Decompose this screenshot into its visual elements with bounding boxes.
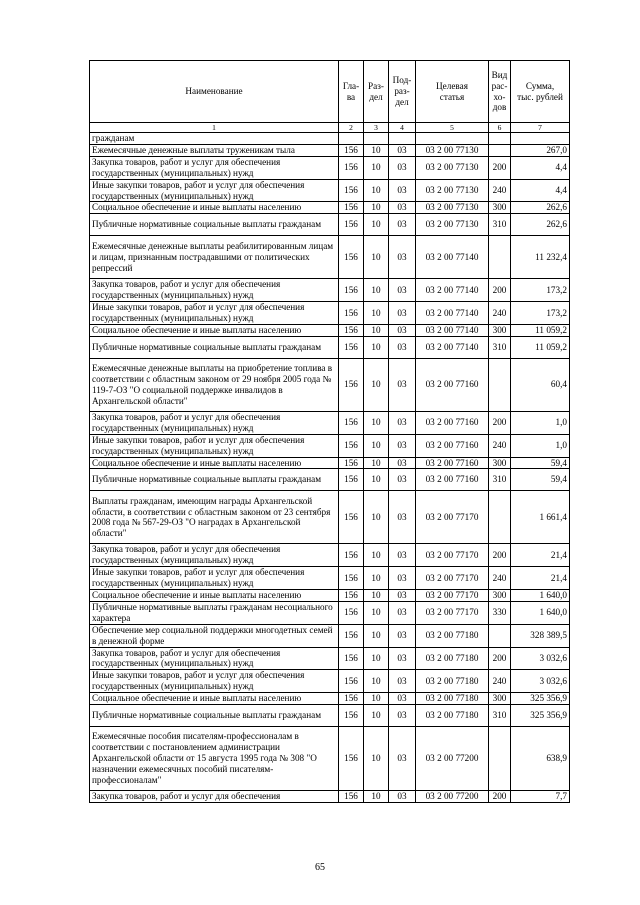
row-chapter: 156 — [339, 358, 364, 411]
row-subsection: 03 — [389, 302, 416, 325]
row-subsection: 03 — [389, 144, 416, 156]
row-subsection: 03 — [389, 156, 416, 179]
row-chapter: 156 — [339, 567, 364, 590]
row-chapter: 156 — [339, 705, 364, 727]
row-section: 10 — [364, 601, 389, 624]
row-name: Закупка товаров, работ и услуг для обеспечения — [90, 791, 339, 803]
row-target-article: 03 2 00 77160 — [416, 358, 489, 411]
row-expense-type — [489, 727, 511, 791]
row-subsection: 03 — [389, 791, 416, 803]
row-subsection: 03 — [389, 693, 416, 705]
row-section: 10 — [364, 693, 389, 705]
row-subsection: 03 — [389, 705, 416, 727]
row-expense-type: 310 — [489, 336, 511, 358]
row-section: 10 — [364, 302, 389, 325]
row-name: Ежемесячные денежные выплаты труженикам тыла — [90, 144, 339, 156]
column-number: 3 — [364, 123, 389, 133]
header-section: Раз- дел — [364, 61, 389, 123]
row-name: Закупка товаров, работ и услуг для обеспечения государственных (муниципальных) нужд — [90, 156, 339, 179]
table-row — [90, 336, 570, 358]
row-name: Иные закупки товаров, работ и услуг для обеспечения государственных (муниципальных) нужд — [90, 302, 339, 325]
row-target-article: 03 2 00 77140 — [416, 324, 489, 336]
row-name: Социальное обеспечение и иные выплаты населению — [90, 324, 339, 336]
row-subsection: 03 — [389, 601, 416, 624]
column-number: 4 — [389, 123, 416, 133]
table-row — [90, 647, 570, 670]
row-target-article: 03 2 00 77160 — [416, 469, 489, 491]
row-amount: 11 232,4 — [511, 236, 570, 279]
row-name: Иные закупки товаров, работ и услуг для обеспечения государственных (муниципальных) нужд — [90, 670, 339, 693]
row-subsection: 03 — [389, 567, 416, 590]
table-row — [90, 179, 570, 202]
row-section: 10 — [364, 358, 389, 411]
row-target-article: 03 2 00 77180 — [416, 670, 489, 693]
row-amount: 173,2 — [511, 302, 570, 325]
row-target-article: 03 2 00 77140 — [416, 302, 489, 325]
row-amount: 1 640,0 — [511, 601, 570, 624]
row-expense-type: 310 — [489, 214, 511, 236]
table-row — [90, 457, 570, 469]
row-expense-type: 200 — [489, 411, 511, 434]
row-target-article: 03 2 00 77180 — [416, 647, 489, 670]
row-chapter: 156 — [339, 302, 364, 325]
row-amount: 60,4 — [511, 358, 570, 411]
row-name: Ежемесячные денежные выплаты на приобретение топлива в соответствии с областным законом от 29 ноября 2005 года № 119-7-ОЗ "О социальной поддержке инвалидов в Архангельской области" — [90, 358, 339, 411]
row-subsection: 03 — [389, 469, 416, 491]
row-chapter: 156 — [339, 434, 364, 457]
row-name: Социальное обеспечение и иные выплаты населению — [90, 457, 339, 469]
row-chapter: 156 — [339, 156, 364, 179]
row-subsection — [389, 133, 416, 145]
row-subsection: 03 — [389, 336, 416, 358]
budget-table-sheet — [89, 60, 567, 803]
row-chapter: 156 — [339, 214, 364, 236]
row-chapter: 156 — [339, 179, 364, 202]
row-target-article: 03 2 00 77160 — [416, 411, 489, 434]
row-subsection: 03 — [389, 214, 416, 236]
row-chapter: 156 — [339, 590, 364, 602]
row-amount: 328 389,5 — [511, 624, 570, 647]
row-chapter: 156 — [339, 469, 364, 491]
row-expense-type: 240 — [489, 179, 511, 202]
row-target-article: 03 2 00 77160 — [416, 457, 489, 469]
header-subsection: Под- раз- дел — [389, 61, 416, 123]
row-amount: 11 059,2 — [511, 324, 570, 336]
table-row — [90, 544, 570, 567]
table-row — [90, 705, 570, 727]
row-expense-type: 310 — [489, 469, 511, 491]
table-row — [90, 590, 570, 602]
row-amount: 267,0 — [511, 144, 570, 156]
row-chapter: 156 — [339, 727, 364, 791]
row-target-article: 03 2 00 77180 — [416, 624, 489, 647]
header-amount: Сумма, тыс. рублей — [511, 61, 570, 123]
row-amount: 262,6 — [511, 214, 570, 236]
row-expense-type: 300 — [489, 457, 511, 469]
row-section: 10 — [364, 791, 389, 803]
row-expense-type: 330 — [489, 601, 511, 624]
header-target-article: Целевая статья — [416, 61, 489, 123]
row-section: 10 — [364, 179, 389, 202]
header-expense-type: Вид рас- хо- дов — [489, 61, 511, 123]
row-subsection: 03 — [389, 279, 416, 302]
row-section: 10 — [364, 544, 389, 567]
row-section: 10 — [364, 567, 389, 590]
table-row — [90, 214, 570, 236]
row-subsection: 03 — [389, 179, 416, 202]
row-section: 10 — [364, 156, 389, 179]
row-subsection: 03 — [389, 727, 416, 791]
table-row — [90, 624, 570, 647]
row-amount: 21,4 — [511, 567, 570, 590]
row-chapter: 156 — [339, 491, 364, 544]
row-expense-type: 310 — [489, 705, 511, 727]
table-row — [90, 601, 570, 624]
table-row — [90, 469, 570, 491]
row-target-article: 03 2 00 77170 — [416, 544, 489, 567]
row-chapter: 156 — [339, 670, 364, 693]
row-expense-type — [489, 236, 511, 279]
row-amount: 4,4 — [511, 156, 570, 179]
table-row — [90, 156, 570, 179]
table-row — [90, 279, 570, 302]
table-row — [90, 567, 570, 590]
row-target-article: 03 2 00 77130 — [416, 179, 489, 202]
row-amount: 7,7 — [511, 791, 570, 803]
row-chapter: 156 — [339, 279, 364, 302]
row-section: 10 — [364, 411, 389, 434]
row-name: Публичные нормативные социальные выплаты гражданам — [90, 705, 339, 727]
column-number: 2 — [339, 123, 364, 133]
row-subsection: 03 — [389, 491, 416, 544]
row-expense-type: 300 — [489, 202, 511, 214]
row-subsection: 03 — [389, 202, 416, 214]
row-name: Иные закупки товаров, работ и услуг для обеспечения государственных (муниципальных) нужд — [90, 179, 339, 202]
page-number: 65 — [315, 862, 325, 873]
table-row — [90, 236, 570, 279]
row-expense-type — [489, 491, 511, 544]
row-target-article: 03 2 00 77170 — [416, 590, 489, 602]
row-target-article: 03 2 00 77170 — [416, 567, 489, 590]
column-numbers-row — [90, 123, 570, 133]
row-expense-type: 200 — [489, 544, 511, 567]
row-chapter: 156 — [339, 236, 364, 279]
row-expense-type — [489, 624, 511, 647]
row-subsection: 03 — [389, 670, 416, 693]
row-section: 10 — [364, 647, 389, 670]
row-chapter: 156 — [339, 693, 364, 705]
row-name: Ежемесячные пособия писателям-профессионалам в соответствии с постановлением администрации Архангельской области от 15 августа 1995 года № 308 "О назначении ежемесячных пособий писателям-профессионалам" — [90, 727, 339, 791]
row-chapter: 156 — [339, 336, 364, 358]
header-row — [90, 61, 570, 123]
row-section: 10 — [364, 491, 389, 544]
row-amount: 1,0 — [511, 434, 570, 457]
row-chapter: 156 — [339, 411, 364, 434]
row-name: Закупка товаров, работ и услуг для обеспечения государственных (муниципальных) нужд — [90, 279, 339, 302]
row-target-article: 03 2 00 77130 — [416, 156, 489, 179]
table-row — [90, 727, 570, 791]
header-name: Наименование — [90, 61, 339, 123]
row-chapter: 156 — [339, 647, 364, 670]
row-section: 10 — [364, 279, 389, 302]
row-chapter: 156 — [339, 544, 364, 567]
row-amount: 1,0 — [511, 411, 570, 434]
row-expense-type — [489, 358, 511, 411]
row-section: 10 — [364, 469, 389, 491]
row-subsection: 03 — [389, 457, 416, 469]
row-subsection: 03 — [389, 324, 416, 336]
row-expense-type: 240 — [489, 434, 511, 457]
row-target-article: 03 2 00 77140 — [416, 279, 489, 302]
row-target-article: 03 2 00 77180 — [416, 693, 489, 705]
row-target-article: 03 2 00 77130 — [416, 202, 489, 214]
header-chapter: Гла- ва — [339, 61, 364, 123]
row-amount: 59,4 — [511, 469, 570, 491]
row-name: Социальное обеспечение и иные выплаты населению — [90, 590, 339, 602]
row-chapter — [339, 133, 364, 145]
row-chapter: 156 — [339, 601, 364, 624]
row-subsection: 03 — [389, 411, 416, 434]
row-target-article: 03 2 00 77130 — [416, 214, 489, 236]
table-row — [90, 133, 570, 145]
row-section: 10 — [364, 324, 389, 336]
row-section: 10 — [364, 202, 389, 214]
row-section: 10 — [364, 236, 389, 279]
row-amount: 262,6 — [511, 202, 570, 214]
table-row — [90, 202, 570, 214]
table-row — [90, 434, 570, 457]
budget-table — [89, 60, 570, 803]
row-section: 10 — [364, 214, 389, 236]
row-amount: 173,2 — [511, 279, 570, 302]
row-target-article: 03 2 00 77200 — [416, 727, 489, 791]
row-target-article — [416, 133, 489, 145]
row-subsection: 03 — [389, 434, 416, 457]
row-name: Иные закупки товаров, работ и услуг для обеспечения государственных (муниципальных) нужд — [90, 434, 339, 457]
row-name: Иные закупки товаров, работ и услуг для обеспечения государственных (муниципальных) нужд — [90, 567, 339, 590]
row-name: Ежемесячные денежные выплаты реабилитированным лицам и лицам, признанным пострадавшими от политических репрессий — [90, 236, 339, 279]
row-name: Публичные нормативные социальные выплаты гражданам — [90, 336, 339, 358]
row-expense-type: 240 — [489, 567, 511, 590]
table-row — [90, 791, 570, 803]
table-row — [90, 358, 570, 411]
row-name: Выплаты гражданам, имеющим награды Архангельской области, в соответствии с областным законом от 23 сентября 2008 года № 567-29-ОЗ "О наградах в Архангельской области" — [90, 491, 339, 544]
row-subsection: 03 — [389, 236, 416, 279]
row-name: Публичные нормативные выплаты гражданам несоциального характера — [90, 601, 339, 624]
row-target-article: 03 2 00 77180 — [416, 705, 489, 727]
row-chapter: 156 — [339, 144, 364, 156]
row-amount: 638,9 — [511, 727, 570, 791]
row-subsection: 03 — [389, 544, 416, 567]
table-row — [90, 144, 570, 156]
row-name: Обеспечение мер социальной поддержки многодетных семей в денежной форме — [90, 624, 339, 647]
row-chapter: 156 — [339, 324, 364, 336]
row-section: 10 — [364, 727, 389, 791]
column-number: 1 — [90, 123, 339, 133]
row-expense-type: 300 — [489, 590, 511, 602]
row-subsection: 03 — [389, 590, 416, 602]
row-expense-type: 240 — [489, 670, 511, 693]
row-expense-type: 300 — [489, 693, 511, 705]
row-section: 10 — [364, 336, 389, 358]
row-target-article: 03 2 00 77140 — [416, 236, 489, 279]
row-subsection: 03 — [389, 624, 416, 647]
table-row — [90, 491, 570, 544]
row-chapter: 156 — [339, 457, 364, 469]
row-amount: 59,4 — [511, 457, 570, 469]
table-row — [90, 324, 570, 336]
row-section: 10 — [364, 144, 389, 156]
row-target-article: 03 2 00 77170 — [416, 491, 489, 544]
row-chapter: 156 — [339, 791, 364, 803]
table-row — [90, 693, 570, 705]
row-amount: 11 059,2 — [511, 336, 570, 358]
table-row — [90, 302, 570, 325]
row-section: 10 — [364, 457, 389, 469]
row-amount — [511, 133, 570, 145]
row-target-article: 03 2 00 77170 — [416, 601, 489, 624]
row-name: Социальное обеспечение и иные выплаты населению — [90, 693, 339, 705]
row-section: 10 — [364, 670, 389, 693]
row-amount: 1 640,0 — [511, 590, 570, 602]
row-name: Закупка товаров, работ и услуг для обеспечения государственных (муниципальных) нужд — [90, 544, 339, 567]
row-expense-type — [489, 133, 511, 145]
row-subsection: 03 — [389, 647, 416, 670]
row-expense-type: 200 — [489, 279, 511, 302]
row-amount: 4,4 — [511, 179, 570, 202]
table-body — [90, 133, 570, 803]
row-name: Публичные нормативные социальные выплаты гражданам — [90, 214, 339, 236]
row-section: 10 — [364, 590, 389, 602]
row-name: Социальное обеспечение и иные выплаты населению — [90, 202, 339, 214]
row-section: 10 — [364, 434, 389, 457]
row-target-article: 03 2 00 77130 — [416, 144, 489, 156]
table-row — [90, 411, 570, 434]
table-row — [90, 670, 570, 693]
column-number: 5 — [416, 123, 489, 133]
row-amount: 3 032,6 — [511, 670, 570, 693]
row-section — [364, 133, 389, 145]
row-expense-type: 200 — [489, 156, 511, 179]
row-expense-type: 300 — [489, 324, 511, 336]
row-amount: 1 661,4 — [511, 491, 570, 544]
row-target-article: 03 2 00 77140 — [416, 336, 489, 358]
row-name: гражданам — [90, 133, 339, 145]
row-section: 10 — [364, 705, 389, 727]
row-expense-type: 200 — [489, 791, 511, 803]
row-chapter: 156 — [339, 624, 364, 647]
row-amount: 3 032,6 — [511, 647, 570, 670]
row-subsection: 03 — [389, 358, 416, 411]
row-name: Публичные нормативные социальные выплаты гражданам — [90, 469, 339, 491]
row-chapter: 156 — [339, 202, 364, 214]
row-amount: 21,4 — [511, 544, 570, 567]
row-expense-type: 200 — [489, 647, 511, 670]
row-expense-type — [489, 144, 511, 156]
row-expense-type: 240 — [489, 302, 511, 325]
row-section: 10 — [364, 624, 389, 647]
column-number: 7 — [511, 123, 570, 133]
row-amount: 325 356,9 — [511, 705, 570, 727]
row-target-article: 03 2 00 77200 — [416, 791, 489, 803]
row-name: Закупка товаров, работ и услуг для обеспечения государственных (муниципальных) нужд — [90, 647, 339, 670]
row-name: Закупка товаров, работ и услуг для обеспечения государственных (муниципальных) нужд — [90, 411, 339, 434]
row-target-article: 03 2 00 77160 — [416, 434, 489, 457]
column-number: 6 — [489, 123, 511, 133]
row-amount: 325 356,9 — [511, 693, 570, 705]
